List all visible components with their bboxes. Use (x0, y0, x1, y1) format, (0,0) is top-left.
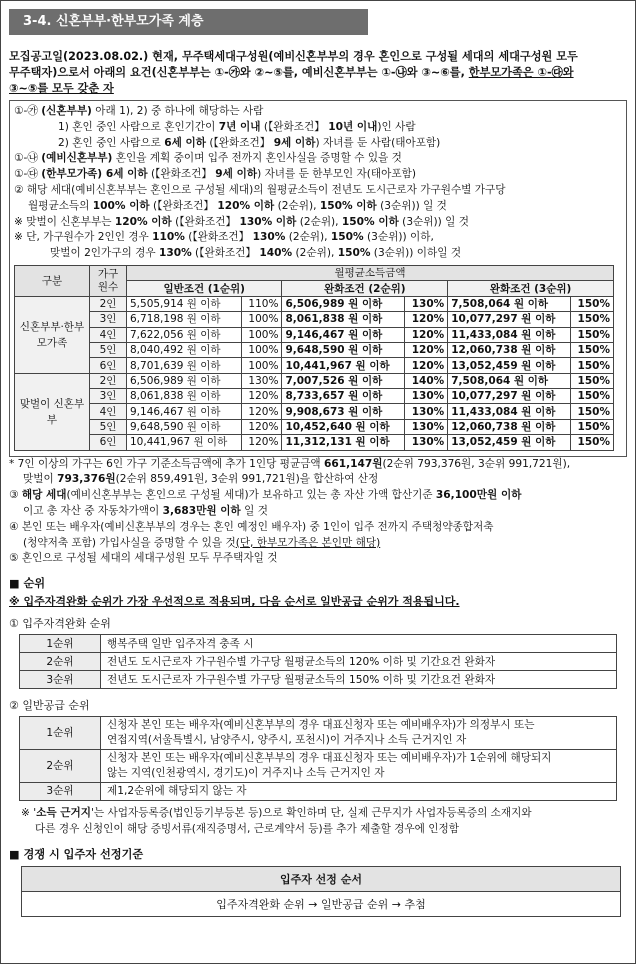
intro-text: 무주택자)으로서 아래의 요건(신혼부부는 ①-㉮와 ②~⑤를, 예비신혼부부는 ①-㉯와 ③~⑥를, (9, 66, 469, 79)
rank-desc-line: 신청자 본인 또는 배우자(예비신혼부부의 경우 대표신청자 또는 예비배우자)가 의정부시 또는 (107, 719, 535, 732)
cell-v2: 8,733,657 원 이하 (282, 389, 404, 404)
cell-p2: 130% (404, 419, 447, 434)
table-row (15, 342, 614, 357)
cond-dual-income: ※ 맞벌이 신혼부부는 120% 이하 (【완화조건】 130% 이하 (2순위), 150% 이하 (3순위)) 일 것 (14, 215, 469, 228)
table-row (20, 750, 617, 783)
cell-p2: 130% (404, 404, 447, 419)
rank-label: 1순위 (20, 717, 101, 750)
conditions-box (9, 100, 627, 457)
cell-p1: 110% (241, 296, 282, 311)
note-7plus-dual: 맞벌이 793,376원(2순위 859,491원, 3순위 991,721원)을 합산하여 산정 (23, 473, 379, 486)
rank-label: 2순위 (20, 750, 101, 783)
cell-v2: 10,452,640 원 이하 (282, 419, 404, 434)
cell-p2: 120% (404, 312, 447, 327)
cell-v3: 13,052,459 원 이하 (448, 358, 570, 373)
cell-v1: 5,505,914 원 이하 (127, 296, 242, 311)
ranking-note: ※ 입주자격완화 순위가 가장 우선적으로 적용되며, 다음 순서로 일반공급 순위가 적용됩니다. (9, 595, 460, 609)
cell-v1: 8,040,492 원 이하 (127, 342, 242, 357)
intro-line: 모집공고일(2023.08.02.) 현재, 무주택세대구성원(예비신혼부부의 경우 혼인으로 구성될 세대의 세대구성원 모두 (9, 50, 578, 63)
cond-two-person-dual: 맞벌이 2인가구의 경우 130% (【완화조건】 140% (2순위), 150% (3순위)) 이하일 것 (50, 247, 462, 260)
relaxed-ranking-table (19, 634, 617, 689)
cell-n: 6인 (90, 435, 127, 450)
cell-v1: 9,146,467 원 이하 (127, 404, 242, 419)
note-savings-2: (청약저축 포함) 가입사실을 증명할 수 있을 것(단, 한부모가족은 본인만 해당) (23, 536, 381, 549)
col-cond3: 완화조건 (3순위) (448, 281, 614, 296)
cell-p1: 100% (241, 327, 282, 342)
cell-p2: 120% (404, 358, 447, 373)
income-table (14, 265, 614, 451)
selection-heading: ■ 경쟁 시 입주자 선정기준 (9, 847, 144, 861)
cell-v2: 9,908,673 원 이하 (282, 404, 404, 419)
cell-n: 3인 (90, 389, 127, 404)
cell-v2: 9,648,590 원 이하 (282, 342, 404, 357)
rank-desc-line: 않는 지역(인천광역시, 경기도)이 거주지나 소득 근거지인 자 (107, 767, 385, 780)
cell-n: 2인 (90, 296, 127, 311)
cell-n: 5인 (90, 342, 127, 357)
table-row (15, 419, 614, 434)
cell-p3: 150% (570, 419, 613, 434)
note-household: ⑤ 혼인으로 구성될 세대의 세대구성원 모두 무주택자일 것 (9, 552, 278, 565)
rank-label: 1순위 (20, 635, 101, 653)
general-ranking-table (19, 716, 617, 801)
ranking-sub1: ① 입주자격완화 순위 (9, 617, 111, 631)
cell-v3: 10,077,297 원 이하 (448, 312, 570, 327)
table-row (15, 435, 614, 450)
rank-desc-line: 연접지역(서울특별시, 남양주시, 양주시, 포천시)이 거주지나 소득 근거지인 자 (107, 734, 467, 747)
cell-v1: 10,441,967 원 이하 (127, 435, 242, 450)
selection-header: 입주자 선정 순서 (22, 866, 621, 891)
ranking-heading: ■ 순위 (9, 577, 46, 591)
cell-p3: 150% (570, 342, 613, 357)
intro-text-underlined: ③~⑤를 모두 갖춘 자 (9, 82, 114, 95)
note-savings: ④ 본인 또는 배우자(예비신혼부부의 경우는 혼인 예정인 배우자) 중 1인이 입주 전까지 주택청약종합저축 (9, 520, 494, 533)
cell-p1: 120% (241, 435, 282, 450)
cell-v3: 7,508,064 원 이하 (448, 296, 570, 311)
cell-p2: 120% (404, 327, 447, 342)
cell-n: 2인 (90, 373, 127, 388)
cond-newlyweds: ①-㉮ (신혼부부) 아래 1), 2) 중 하나에 해당하는 사람 (14, 105, 264, 117)
cell-p3: 150% (570, 296, 613, 311)
rank-desc: 행복주택 일반 입주자격 충족 시 (101, 635, 617, 653)
cell-p3: 150% (570, 404, 613, 419)
cell-n: 4인 (90, 327, 127, 342)
cell-p3: 150% (570, 358, 613, 373)
ranking-sub2: ② 일반공급 순위 (9, 699, 90, 713)
cell-p2: 120% (404, 342, 447, 357)
cell-p1: 100% (241, 342, 282, 357)
cell-v1: 8,061,838 원 이하 (127, 389, 242, 404)
cell-v1: 8,701,639 원 이하 (127, 358, 242, 373)
selection-order: 입주자격완화 순위 → 일반공급 순위 → 추첨 (22, 891, 621, 916)
rank-desc: 전년도 도시근로자 가구원수별 가구당 월평균소득의 150% 이하 및 기간요건 완화자 (101, 671, 617, 689)
table-row (15, 358, 614, 373)
cell-p2: 130% (404, 435, 447, 450)
table-row (15, 296, 614, 311)
rank-desc (101, 717, 617, 750)
cell-v3: 13,052,459 원 이하 (448, 435, 570, 450)
cell-p2: 130% (404, 389, 447, 404)
cell-p1: 120% (241, 404, 282, 419)
cell-v3: 10,077,297 원 이하 (448, 389, 570, 404)
cell-v2: 9,146,467 원 이하 (282, 327, 404, 342)
cond-income-2: 월평균소득의 100% 이하 (【완화조건】 120% 이하 (2순위), 150% 이하 (3순위)) 일 것 (28, 199, 447, 212)
note-assets: ③ 해당 세대(예비신혼부부는 혼인으로 구성될 세대)가 보유하고 있는 총 자산 가액 합산기준 36,100만원 이하 (9, 489, 522, 502)
cell-p1: 100% (241, 312, 282, 327)
cell-v3: 7,508,064 원 이하 (448, 373, 570, 388)
cell-p1: 120% (241, 419, 282, 434)
rank-label: 2순위 (20, 653, 101, 671)
cond-income: ② 해당 세대(예비신혼부부는 혼인으로 구성될 세대)의 월평균소득이 전년도 도시근로자 가구원수별 가구당 (14, 183, 506, 196)
rank-label: 3순위 (20, 671, 101, 689)
rank-desc: 전년도 도시근로자 가구원수별 가구당 월평균소득의 120% 이하 및 기간요건 완화자 (101, 653, 617, 671)
rank-desc (101, 783, 617, 801)
table-row (15, 373, 614, 388)
cell-v3: 11,433,084 원 이하 (448, 404, 570, 419)
cell-v2: 8,061,838 원 이하 (282, 312, 404, 327)
section-title: 3-4. 신혼부부·한부모가족 계층 (9, 9, 368, 35)
cell-v3: 12,060,738 원 이하 (448, 342, 570, 357)
cell-p3: 150% (570, 389, 613, 404)
table-row (15, 404, 614, 419)
table-row (15, 327, 614, 342)
cond-prospective: ①-㉯ (예비신혼부부) 혼인을 계획 중이며 입주 전까지 혼인사실을 증명할 수 있을 것 (14, 152, 402, 165)
rank-desc-line: 신청자 본인 또는 배우자(예비신혼부부의 경우 대표신청자 또는 예비배우자)가 1순위에 해당되지 (107, 752, 552, 765)
table-row (20, 653, 617, 671)
income-basis-note (9, 806, 627, 838)
group-label: 맞벌이 신혼부부 (15, 373, 90, 450)
cell-v1: 6,718,198 원 이하 (127, 312, 242, 327)
cell-v2: 11,312,131 원 이하 (282, 435, 404, 450)
group-label: 신혼부부·한부모가족 (15, 296, 90, 373)
table-row (20, 783, 617, 801)
table-row (15, 389, 614, 404)
intro-line (9, 65, 627, 81)
cell-v2: 10,441,967 원 이하 (282, 358, 404, 373)
table-row (20, 717, 617, 750)
cell-n: 4인 (90, 404, 127, 419)
col-income: 월평균소득금액 (127, 265, 614, 280)
cond-newlyweds-1: 1) 혼인 중인 사람으로 혼인기간이 7년 이내 (【완화조건】 10년 이내)인 사람 (58, 120, 416, 133)
note-line: 다른 경우 신청인이 해당 증빙서류(재직증명서, 근로계약서 등)를 추가 제출할 경우에 인정함 (35, 823, 459, 836)
cell-p3: 150% (570, 327, 613, 342)
selection-table (21, 866, 621, 917)
cell-p3: 150% (570, 435, 613, 450)
cell-v1: 9,648,590 원 이하 (127, 419, 242, 434)
cell-p2: 130% (404, 296, 447, 311)
cell-v1: 6,506,989 원 이하 (127, 373, 242, 388)
cond-two-person: ※ 단, 가구원수가 2인인 경우 110% (【완화조건】 130% (2순위), 150% (3순위)) 이하, (14, 231, 434, 244)
cell-v3: 11,433,084 원 이하 (448, 327, 570, 342)
cell-p1: 100% (241, 358, 282, 373)
note-line: ※ '소득 근거지'는 사업자등록증(법인등기부등본 등)으로 확인하며 단, 실제 근무지가 사업자등록증의 소재지와 (21, 807, 532, 820)
cell-n: 3인 (90, 312, 127, 327)
col-type: 구분 (15, 265, 90, 296)
cell-p2: 140% (404, 373, 447, 388)
cell-p1: 130% (241, 373, 282, 388)
cond-single-parent: ①-㉰ (한부모가족) 6세 이하 (【완화조건】 9세 이하) 자녀를 둔 한부모인 자(태아포함) (14, 168, 416, 181)
cond-newlyweds-2: 2) 혼인 중인 사람으로 6세 이하 (【완화조건】 9세 이하) 자녀를 둔 사람(태아포함) (58, 136, 441, 149)
cell-n: 5인 (90, 419, 127, 434)
col-cond2: 완화조건 (2순위) (282, 281, 448, 296)
rank-label: 3순위 (20, 783, 101, 801)
note-7plus: * 7인 이상의 가구는 6인 가구 기준소득금액에 추가 1인당 평균금액 661,147원(2순위 793,376원, 3순위 991,721원), (9, 457, 571, 470)
table-row (20, 671, 617, 689)
intro-text-underlined: 한부모가족은 ①-㉰와 (468, 66, 574, 79)
rank-desc-line: 제1,2순위에 해당되지 않는 자 (107, 785, 247, 798)
note-car: 이고 총 자산 중 자동차가액이 3,683만원 이하 일 것 (23, 505, 268, 518)
intro-paragraph (9, 49, 627, 97)
table-row (20, 635, 617, 653)
cell-n: 6인 (90, 358, 127, 373)
table-row (15, 312, 614, 327)
cell-v2: 7,007,526 원 이하 (282, 373, 404, 388)
col-members: 가구원수 (90, 265, 127, 296)
cell-p3: 150% (570, 312, 613, 327)
cell-v2: 6,506,989 원 이하 (282, 296, 404, 311)
cell-v3: 12,060,738 원 이하 (448, 419, 570, 434)
cell-p3: 150% (570, 373, 613, 388)
intro-line (9, 81, 627, 97)
notes (9, 457, 627, 568)
cell-v1: 7,622,056 원 이하 (127, 327, 242, 342)
col-cond1: 일반조건 (1순위) (127, 281, 282, 296)
rank-desc (101, 750, 617, 783)
cell-p1: 120% (241, 389, 282, 404)
